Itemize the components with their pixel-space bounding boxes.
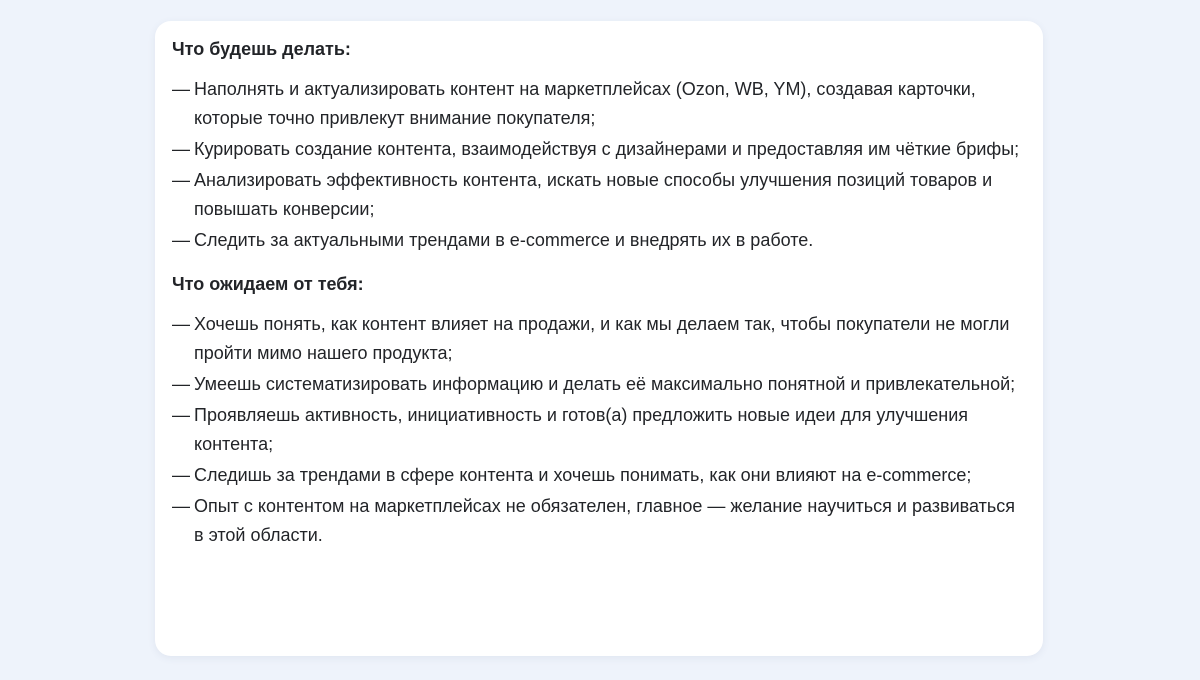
list-item — [172, 492, 1023, 550]
list-item — [172, 226, 1023, 255]
list-item — [172, 461, 1023, 490]
content-card — [155, 21, 1043, 656]
list-item — [172, 135, 1023, 164]
expectations-list — [172, 310, 1023, 550]
dash-bullet: — — [172, 314, 190, 334]
list-item — [172, 401, 1023, 459]
list-item — [172, 166, 1023, 224]
list-item-text: Курировать создание контента, взаимодействуя с дизайнерами и предоставляя им чёткие брифы; — [194, 139, 1020, 159]
section-title-tasks: Что будешь делать: — [172, 39, 351, 59]
list-item-text: Хочешь понять, как контент влияет на продажи, и как мы делаем так, чтобы покупатели не могли пройти мимо нашего продукта; — [194, 314, 1010, 363]
list-item-text: Опыт с контентом на маркетплейсах не обязателен, главное — желание научиться и развиваться в этой области. — [194, 496, 1016, 545]
list-item-text: Умеешь систематизировать информацию и делать её максимально понятной и привлекательной; — [194, 374, 1016, 394]
list-item-text: Следишь за трендами в сфере контента и хочешь понимать, как они влияют на e-commerce; — [194, 465, 972, 485]
dash-bullet: — — [172, 374, 190, 394]
list-item-text: Следить за актуальными трендами в e-commerce и внедрять их в работе. — [194, 230, 814, 250]
dash-bullet: — — [172, 496, 190, 516]
list-item — [172, 370, 1023, 399]
section-title-expectations: Что ожидаем от тебя: — [172, 274, 364, 294]
list-item-text: Наполнять и актуализировать контент на маркетплейсах (Ozon, WB, YM), создавая карточки, которые точно привлекут внимание покупателя; — [194, 79, 976, 128]
dash-bullet: — — [172, 79, 190, 99]
dash-bullet: — — [172, 139, 190, 159]
dash-bullet: — — [172, 170, 190, 190]
list-item-text: Анализировать эффективность контента, искать новые способы улучшения позиций товаров и повышать конверсии; — [194, 170, 993, 219]
dash-bullet: — — [172, 465, 190, 485]
dash-bullet: — — [172, 405, 190, 425]
list-item — [172, 75, 1023, 133]
list-item — [172, 310, 1023, 368]
list-item-text: Проявляешь активность, инициативность и готов(а) предложить новые идеи для улучшения контента; — [194, 405, 969, 454]
dash-bullet: — — [172, 230, 190, 250]
tasks-list — [172, 75, 1023, 255]
